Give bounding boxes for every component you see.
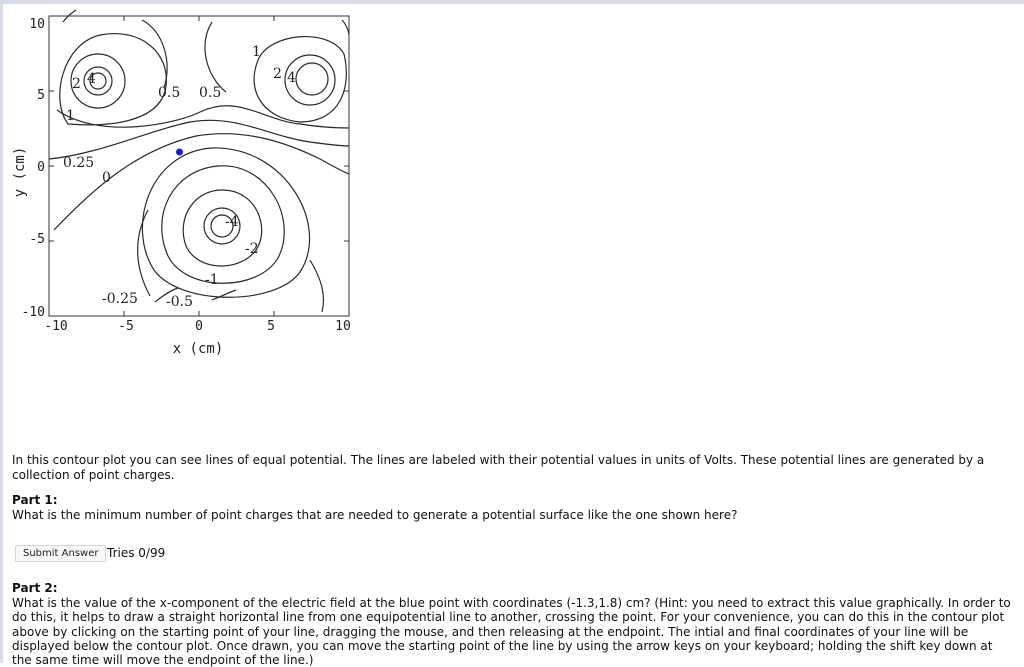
contour-line xyxy=(342,20,349,34)
contour-label: 0.5 xyxy=(158,85,181,101)
x-tick-label: 0 xyxy=(195,319,203,334)
x-tick-label: 10 xyxy=(335,319,351,334)
contour-line xyxy=(54,134,349,230)
contour-plot[interactable] xyxy=(0,0,360,360)
contour-label: -0.5 xyxy=(166,294,193,310)
x-tick-label: 5 xyxy=(267,319,275,334)
contour-label: 1 xyxy=(66,108,75,124)
contour-line xyxy=(205,22,226,92)
contour-label: 0.25 xyxy=(63,155,95,171)
part1-question: What is the minimum number of point charges that are needed to generate a potential surface like the one shown here? xyxy=(12,508,738,522)
contour-line xyxy=(310,260,324,312)
tick-labels xyxy=(22,17,351,334)
contour-line xyxy=(49,120,349,159)
contour-ring xyxy=(254,37,346,122)
contour-label: 1 xyxy=(252,44,261,60)
contour-label: -1 xyxy=(205,272,219,288)
contour-label: 2 xyxy=(273,66,282,82)
contour-label: 4 xyxy=(87,71,96,87)
y-tick-label: 0 xyxy=(37,160,45,175)
intro-text: In this contour plot you can see lines of equal potential. The lines are labeled with their potential values in units of Volts. These potential lines are generated by a collection of point charges. xyxy=(12,453,985,482)
contour-label: 4 xyxy=(287,70,296,86)
contour-label: 0 xyxy=(102,170,111,186)
part2-heading: Part 2: xyxy=(12,581,58,595)
tries-counter: Tries 0/99 xyxy=(107,546,166,560)
y-tick-label: -5 xyxy=(29,232,45,247)
contour-label: 0.5 xyxy=(199,85,222,101)
contour-line xyxy=(212,290,236,300)
contour-label: -4 xyxy=(225,214,239,230)
contour-plot-svg[interactable] xyxy=(0,0,360,360)
contour-label: 2 xyxy=(72,76,81,92)
contour-label: -2 xyxy=(245,241,259,257)
y-tick-label: 10 xyxy=(29,17,45,32)
contour-label: -0.25 xyxy=(102,291,138,307)
x-tick-label: -5 xyxy=(118,319,134,334)
x-tick-label: -10 xyxy=(44,319,68,334)
y-tick-label: 5 xyxy=(37,88,45,103)
contour-line xyxy=(138,210,150,296)
part1-heading: Part 1: xyxy=(12,493,58,507)
submit-answer-button[interactable]: Submit Answer xyxy=(15,545,106,562)
y-axis-label: y (cm) xyxy=(12,146,28,198)
x-axis-label: x (cm) xyxy=(172,341,224,357)
contour-ring xyxy=(296,63,328,95)
y-tick-label: -10 xyxy=(21,305,45,320)
contour-line xyxy=(142,20,167,88)
part2-question: What is the value of the x-component of the electric field at the blue point with coordinates (-1.3,1.8) cm? (Hint: you need to extract this value graphically. In order to do this, it helps to draw a straight horizontal line from one equipotential line to another, crossing the point. For your convenience, you can do this in the contour plot above by clicking on the starting point of your line, dragging the mouse, and then releasing at the endpoint. The intial and final coordinates of your line will be displayed below the contour plot. Once drawn, you can move the starting point of the line by using the arrow keys on your keyboard; holding the shift key down at the same time will move the endpoint of the line.) xyxy=(12,596,1011,667)
blue-point-marker xyxy=(176,149,183,156)
